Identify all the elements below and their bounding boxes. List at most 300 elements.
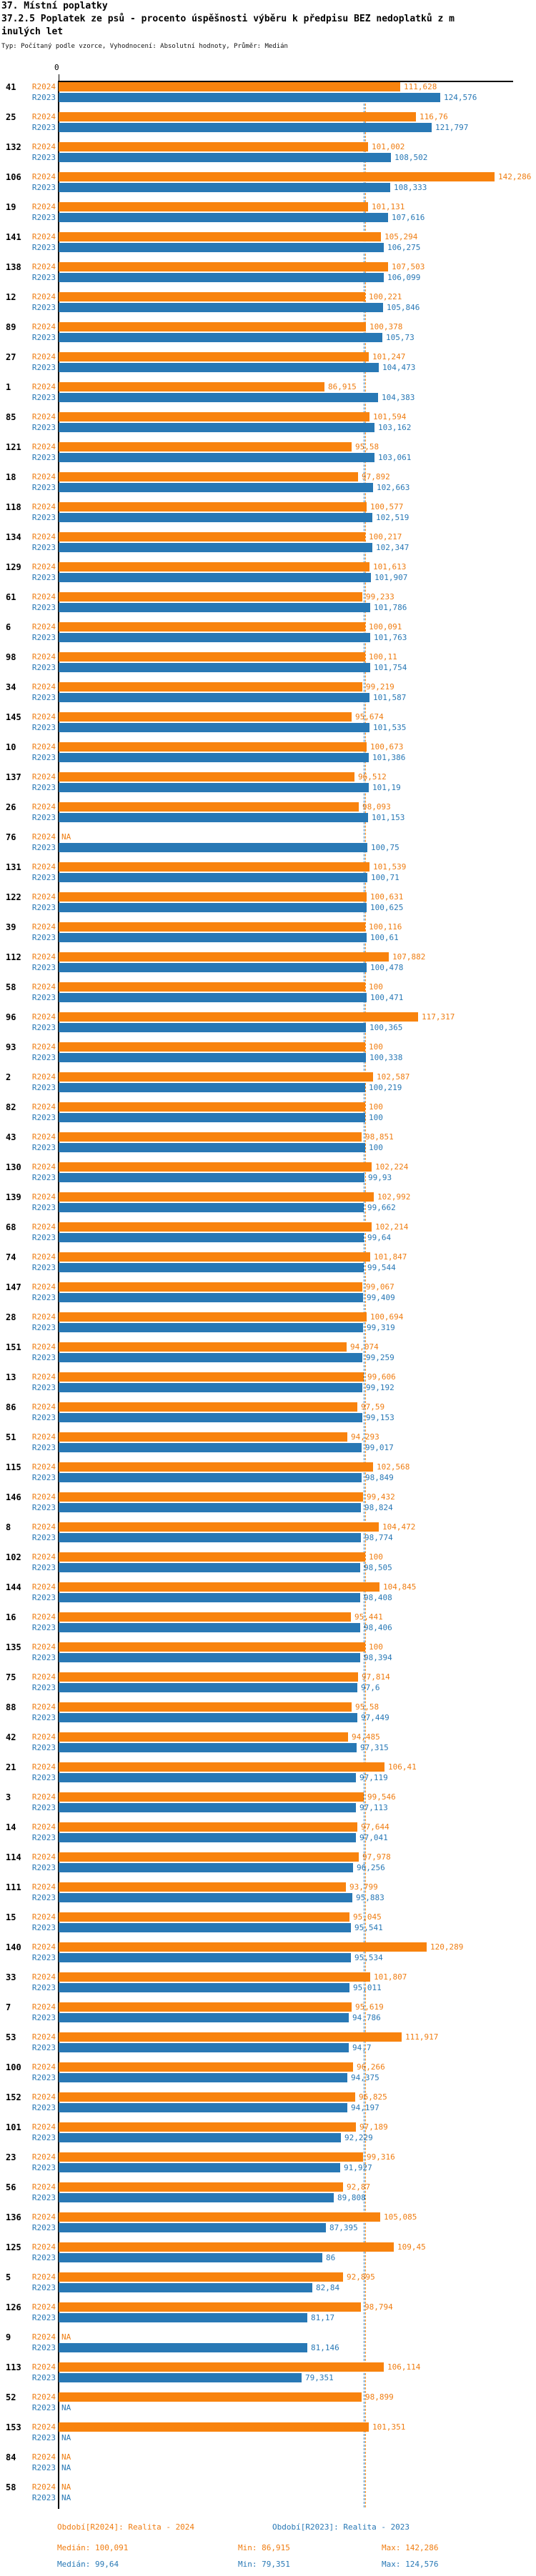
category-label: 5 <box>6 2272 11 2282</box>
series-label-r2023: R2023 <box>31 1893 56 1902</box>
series-label-r2024: R2024 <box>31 1582 56 1592</box>
series-label-r2023: R2023 <box>31 2313 56 2322</box>
value-label-r2024: 95,58 <box>355 442 379 451</box>
value-label-r2024: 92,87 <box>347 2182 371 2192</box>
category-label: 18 <box>6 472 16 482</box>
bar-r2024 <box>59 1672 358 1682</box>
value-label-r2023: 99,662 <box>367 1203 396 1212</box>
value-label-r2024: 100,091 <box>369 622 402 631</box>
bar-r2023 <box>59 1863 353 1872</box>
series-label-r2024: R2024 <box>31 772 56 782</box>
category-label: 39 <box>6 922 16 932</box>
value-label-r2023: 100,338 <box>369 1053 403 1062</box>
value-label-r2023: 101,587 <box>373 693 407 702</box>
value-label-r2023: 106,275 <box>387 243 421 252</box>
x-axis-zero-label: 0 <box>54 63 59 72</box>
bar-r2023 <box>59 333 382 342</box>
series-label-r2024: R2024 <box>31 2332 56 2342</box>
series-label-r2024: R2024 <box>31 1822 56 1832</box>
value-label-r2024: 94,485 <box>352 1732 380 1742</box>
series-label-r2023: R2023 <box>31 2463 56 2472</box>
series-label-r2023: R2023 <box>31 2253 56 2262</box>
value-label-r2024: 100 <box>369 1552 383 1562</box>
value-label-r2024: NA <box>61 2452 71 2462</box>
category-label: 6 <box>6 622 11 632</box>
value-label-r2024: 105,294 <box>384 232 418 241</box>
value-label-r2024: 111,628 <box>404 82 437 91</box>
category-label: 88 <box>6 1702 16 1712</box>
value-label-r2023: NA <box>61 2433 71 2442</box>
bar-r2023 <box>59 1443 362 1452</box>
bar-r2024 <box>59 2362 384 2372</box>
category-label: 43 <box>6 1132 16 1142</box>
value-label-r2023: 104,383 <box>382 393 415 402</box>
bar-r2024 <box>59 1162 372 1172</box>
value-label-r2023: 97,041 <box>359 1833 388 1842</box>
value-label-r2023: 95,534 <box>354 1953 383 1962</box>
series-label-r2023: R2023 <box>31 1953 56 1962</box>
bar-r2023 <box>59 183 390 192</box>
bar-r2024 <box>59 2272 343 2282</box>
series-label-r2024: R2024 <box>31 562 56 571</box>
series-label-r2023: R2023 <box>31 1053 56 1062</box>
bar-r2023 <box>59 1413 362 1422</box>
value-label-r2024: 101,539 <box>373 862 407 872</box>
value-label-r2023: 89,808 <box>337 2193 366 2202</box>
value-label-r2024: 95,619 <box>355 2002 384 2012</box>
series-label-r2023: R2023 <box>31 423 56 432</box>
series-label-r2023: R2023 <box>31 93 56 102</box>
series-label-r2024: R2024 <box>31 622 56 631</box>
category-label: 135 <box>6 1642 21 1652</box>
series-label-r2023: R2023 <box>31 633 56 642</box>
value-label-r2023: 99,259 <box>366 1353 394 1362</box>
value-label-r2024: 101,594 <box>373 412 407 421</box>
series-label-r2023: R2023 <box>31 1203 56 1212</box>
category-label: 1 <box>6 382 11 392</box>
bar-r2023 <box>59 813 368 822</box>
category-label: 58 <box>6 2482 16 2492</box>
series-label-r2023: R2023 <box>31 813 56 822</box>
bar-r2024 <box>59 862 369 872</box>
value-label-r2024: 98,794 <box>364 2302 393 2312</box>
series-label-r2023: R2023 <box>31 1503 56 1512</box>
bar-r2024 <box>59 1732 348 1742</box>
value-label-r2023: 92,229 <box>344 2133 373 2142</box>
bar-r2023 <box>59 123 432 132</box>
value-label-r2023: 79,351 <box>305 2373 334 2382</box>
min-r2024-label: Min: 86,915 <box>238 2543 290 2552</box>
bar-r2023 <box>59 1233 364 1242</box>
series-label-r2024: R2024 <box>31 2212 56 2222</box>
max-r2023-label: Max: 124,576 <box>382 2560 439 2569</box>
series-label-r2023: R2023 <box>31 1113 56 1122</box>
value-label-r2023: NA <box>61 2463 71 2472</box>
value-label-r2024: 105,085 <box>384 2212 417 2222</box>
category-label: 58 <box>6 982 16 992</box>
value-label-r2023: 100,219 <box>369 1083 402 1092</box>
bar-r2024 <box>59 1942 427 1952</box>
value-label-r2023: 94,375 <box>351 2073 379 2082</box>
value-label-r2024: 107,882 <box>392 952 426 962</box>
series-label-r2024: R2024 <box>31 1762 56 1772</box>
bar-r2023 <box>59 753 369 762</box>
series-label-r2024: R2024 <box>31 2002 56 2012</box>
bar-r2024 <box>59 2062 353 2072</box>
value-label-r2024: 95,045 <box>353 1912 382 1922</box>
value-label-r2024: 93,799 <box>349 1882 378 1892</box>
bar-r2023 <box>59 633 370 642</box>
bar-r2023 <box>59 2373 302 2382</box>
category-label: 130 <box>6 1162 21 1172</box>
series-label-r2024: R2024 <box>31 232 56 241</box>
category-label: 115 <box>6 1462 21 1472</box>
value-label-r2023: 81,146 <box>311 2343 339 2352</box>
bar-r2024 <box>59 1612 351 1622</box>
series-label-r2024: R2024 <box>31 1462 56 1472</box>
series-label-r2024: R2024 <box>31 652 56 662</box>
bar-r2024 <box>59 442 352 451</box>
category-label: 68 <box>6 1222 16 1232</box>
value-label-r2023: 104,473 <box>382 363 416 372</box>
bar-r2024 <box>59 562 369 571</box>
bar-r2023 <box>59 423 374 432</box>
value-label-r2023: 99,544 <box>367 1263 396 1272</box>
bar-r2024 <box>59 1582 379 1592</box>
bar-r2023 <box>59 1023 366 1032</box>
series-label-r2023: R2023 <box>31 903 56 912</box>
series-label-r2024: R2024 <box>31 2272 56 2282</box>
category-label: 101 <box>6 2122 21 2132</box>
bar-r2024 <box>59 1312 367 1322</box>
bar-r2024 <box>59 232 381 241</box>
series-label-r2023: R2023 <box>31 1173 56 1182</box>
bar-r2024 <box>59 1822 357 1832</box>
series-label-r2024: R2024 <box>31 982 56 992</box>
value-label-r2024: 104,472 <box>382 1522 416 1532</box>
value-label-r2024: 102,587 <box>377 1072 410 1082</box>
value-label-r2023: 82,84 <box>316 2283 340 2292</box>
series-label-r2024: R2024 <box>31 1852 56 1862</box>
series-label-r2023: R2023 <box>31 483 56 492</box>
bar-r2024 <box>59 172 495 181</box>
category-label: 76 <box>6 832 16 842</box>
series-label-r2024: R2024 <box>31 112 56 121</box>
category-label: 140 <box>6 1942 21 1952</box>
series-label-r2024: R2024 <box>31 802 56 812</box>
bar-r2023 <box>59 2343 307 2352</box>
series-label-r2024: R2024 <box>31 1252 56 1262</box>
bar-r2023 <box>59 1803 356 1812</box>
value-label-r2023: 98,505 <box>364 1563 392 1572</box>
series-label-r2023: R2023 <box>31 2373 56 2382</box>
series-label-r2023: R2023 <box>31 663 56 672</box>
value-label-r2023: 101,763 <box>374 633 407 642</box>
series-label-r2024: R2024 <box>31 2242 56 2252</box>
value-label-r2024: 99,316 <box>367 2152 395 2162</box>
value-label-r2023: 101,153 <box>372 813 405 822</box>
bar-r2024 <box>59 1522 379 1532</box>
series-label-r2023: R2023 <box>31 1713 56 1722</box>
category-label: 15 <box>6 1912 16 1922</box>
series-label-r2024: R2024 <box>31 2092 56 2102</box>
category-label: 89 <box>6 322 16 332</box>
value-label-r2023: 95,011 <box>353 1983 382 1992</box>
bar-r2024 <box>59 922 365 932</box>
category-label: 25 <box>6 112 16 122</box>
bar-r2024 <box>59 1762 384 1772</box>
value-label-r2024: NA <box>61 2332 71 2342</box>
category-label: 42 <box>6 1732 16 1742</box>
value-label-r2023: 102,663 <box>377 483 410 492</box>
series-label-r2023: R2023 <box>31 1023 56 1032</box>
series-label-r2024: R2024 <box>31 2392 56 2402</box>
bar-r2023 <box>59 693 369 702</box>
category-label: 23 <box>6 2152 16 2162</box>
bar-r2024 <box>59 2002 352 2012</box>
series-label-r2024: R2024 <box>31 1492 56 1502</box>
series-label-r2023: R2023 <box>31 723 56 732</box>
value-label-r2023: 101,754 <box>374 663 407 672</box>
bar-r2023 <box>59 1833 356 1842</box>
series-label-r2023: R2023 <box>31 1413 56 1422</box>
bar-r2024 <box>59 1462 373 1472</box>
bar-r2024 <box>59 2182 343 2192</box>
series-label-r2023: R2023 <box>31 2163 56 2172</box>
series-label-r2023: R2023 <box>31 1233 56 1242</box>
category-label: 126 <box>6 2302 21 2312</box>
series-label-r2023: R2023 <box>31 963 56 972</box>
bar-r2024 <box>59 532 365 541</box>
value-label-r2023: 121,797 <box>435 123 469 132</box>
series-label-r2024: R2024 <box>31 1522 56 1532</box>
bar-r2023 <box>59 213 388 222</box>
bar-r2024 <box>59 892 367 902</box>
bar-r2023 <box>59 153 391 162</box>
series-label-r2023: R2023 <box>31 873 56 882</box>
series-label-r2024: R2024 <box>31 142 56 151</box>
series-label-r2023: R2023 <box>31 1653 56 1662</box>
value-label-r2024: 96,825 <box>359 2092 387 2102</box>
bar-r2024 <box>59 262 388 271</box>
value-label-r2023: 97,6 <box>361 1683 380 1692</box>
value-label-r2024: 101,847 <box>374 1252 407 1262</box>
category-label: 14 <box>6 1822 16 1832</box>
value-label-r2023: 100,71 <box>371 873 399 882</box>
bar-r2023 <box>59 1563 360 1572</box>
series-label-r2023: R2023 <box>31 543 56 552</box>
value-label-r2023: 100,75 <box>371 843 399 852</box>
value-label-r2023: 124,576 <box>444 93 477 102</box>
series-label-r2023: R2023 <box>31 2283 56 2292</box>
value-label-r2024: 96,512 <box>358 772 387 782</box>
bar-r2024 <box>59 2392 362 2402</box>
series-label-r2023: R2023 <box>31 843 56 852</box>
bar-r2024 <box>59 1192 374 1202</box>
series-label-r2024: R2024 <box>31 1432 56 1442</box>
category-label: 121 <box>6 442 21 452</box>
series-label-r2023: R2023 <box>31 1383 56 1392</box>
series-label-r2024: R2024 <box>31 172 56 181</box>
value-label-r2023: 100,625 <box>370 903 404 912</box>
value-label-r2024: 102,992 <box>377 1192 411 1202</box>
series-label-r2023: R2023 <box>31 333 56 342</box>
value-label-r2023: 99,153 <box>366 1413 394 1422</box>
series-label-r2023: R2023 <box>31 603 56 612</box>
series-label-r2024: R2024 <box>31 1672 56 1682</box>
value-label-r2024: 94,074 <box>350 1342 379 1352</box>
category-label: 106 <box>6 172 21 182</box>
bar-r2024 <box>59 802 359 812</box>
bar-r2023 <box>59 1893 352 1902</box>
value-label-r2024: 111,917 <box>405 2032 439 2042</box>
value-label-r2023: 99,64 <box>367 1233 392 1242</box>
category-label: 21 <box>6 1762 16 1772</box>
category-label: 144 <box>6 1582 21 1592</box>
value-label-r2023: 100,478 <box>370 963 404 972</box>
bar-r2023 <box>59 573 371 582</box>
category-label: 111 <box>6 1882 21 1892</box>
bar-r2023 <box>59 1923 351 1932</box>
bar-r2024 <box>59 1252 370 1262</box>
value-label-r2023: 107,616 <box>392 213 425 222</box>
value-label-r2023: 101,19 <box>372 783 401 792</box>
bar-r2023 <box>59 273 384 282</box>
series-label-r2024: R2024 <box>31 1132 56 1142</box>
category-label: 82 <box>6 1102 16 1112</box>
bar-r2023 <box>59 513 372 522</box>
series-label-r2024: R2024 <box>31 1012 56 1022</box>
series-label-r2024: R2024 <box>31 1042 56 1052</box>
series-label-r2023: R2023 <box>31 123 56 132</box>
series-label-r2024: R2024 <box>31 1102 56 1112</box>
category-label: 138 <box>6 262 21 272</box>
category-label: 86 <box>6 1402 16 1412</box>
value-label-r2023: 97,119 <box>359 1773 388 1782</box>
bar-r2024 <box>59 1282 362 1292</box>
series-label-r2024: R2024 <box>31 1942 56 1952</box>
bar-r2024 <box>59 1222 372 1232</box>
series-label-r2023: R2023 <box>31 2493 56 2502</box>
value-label-r2024: 97,644 <box>361 1822 389 1832</box>
value-label-r2024: 102,224 <box>375 1162 409 1172</box>
series-label-r2024: R2024 <box>31 832 56 842</box>
value-label-r2023: 99,192 <box>366 1383 394 1392</box>
category-label: 74 <box>6 1252 16 1262</box>
bar-r2024 <box>59 952 389 962</box>
value-label-r2023: 108,502 <box>394 153 428 162</box>
category-label: 9 <box>6 2332 11 2342</box>
series-label-r2024: R2024 <box>31 1732 56 1742</box>
series-label-r2024: R2024 <box>31 1072 56 1082</box>
bar-r2023 <box>59 2163 340 2172</box>
bar-r2023 <box>59 993 367 1002</box>
category-label: 75 <box>6 1672 16 1682</box>
value-label-r2024: 92,895 <box>347 2272 375 2282</box>
bar-r2024 <box>59 112 416 121</box>
series-label-r2024: R2024 <box>31 2062 56 2072</box>
value-label-r2024: 120,289 <box>430 1942 464 1952</box>
value-label-r2023: 96,256 <box>357 1863 385 1872</box>
bar-r2023 <box>59 1623 360 1632</box>
bar-r2023 <box>59 723 369 732</box>
series-label-r2023: R2023 <box>31 363 56 372</box>
bar-r2024 <box>59 742 367 752</box>
value-label-r2024: 99,233 <box>366 592 394 601</box>
value-label-r2023: 97,315 <box>360 1743 389 1752</box>
bar-r2023 <box>59 2013 349 2022</box>
series-label-r2023: R2023 <box>31 1983 56 1992</box>
bar-r2024 <box>59 2152 363 2162</box>
series-label-r2024: R2024 <box>31 892 56 902</box>
value-label-r2023: 105,846 <box>387 303 420 312</box>
value-label-r2024: 106,41 <box>388 1762 417 1772</box>
value-label-r2024: 116,76 <box>420 112 448 121</box>
category-label: 93 <box>6 1042 16 1052</box>
bar-r2024 <box>59 592 362 601</box>
series-label-r2023: R2023 <box>31 513 56 522</box>
category-label: 129 <box>6 562 21 572</box>
bar-r2024 <box>59 2032 402 2042</box>
value-label-r2023: 102,347 <box>376 543 410 552</box>
bar-r2023 <box>59 1263 364 1272</box>
series-label-r2023: R2023 <box>31 693 56 702</box>
value-label-r2023: 98,849 <box>365 1473 394 1482</box>
value-label-r2024: 104,845 <box>383 1582 417 1592</box>
category-label: 10 <box>6 742 16 752</box>
bar-r2024 <box>59 1042 365 1052</box>
category-label: 131 <box>6 862 21 872</box>
category-label: 41 <box>6 82 16 92</box>
category-label: 147 <box>6 1282 21 1292</box>
category-label: 113 <box>6 2362 21 2372</box>
series-label-r2023: R2023 <box>31 2433 56 2442</box>
bar-r2023 <box>59 1773 356 1782</box>
value-label-r2023: 98,406 <box>364 1623 392 1632</box>
median-r2023-label: Medián: 99,64 <box>57 2560 119 2569</box>
bar-r2023 <box>59 303 383 312</box>
value-label-r2024: 106,114 <box>387 2362 421 2372</box>
bar-r2023 <box>59 1743 357 1752</box>
value-label-r2023: 95,541 <box>354 1923 383 1932</box>
value-label-r2024: 100,221 <box>369 292 402 301</box>
value-label-r2024: 101,351 <box>372 2422 406 2432</box>
value-label-r2023: 101,386 <box>372 753 406 762</box>
category-label: 34 <box>6 682 16 692</box>
series-label-r2024: R2024 <box>31 1222 56 1232</box>
series-label-r2024: R2024 <box>31 1402 56 1412</box>
series-label-r2023: R2023 <box>31 1743 56 1752</box>
bar-r2023 <box>59 2253 322 2262</box>
bar-r2024 <box>59 2302 361 2312</box>
value-label-r2024: 101,131 <box>372 202 405 211</box>
bar-r2024 <box>59 772 354 782</box>
series-label-r2024: R2024 <box>31 2452 56 2462</box>
category-label: 84 <box>6 2452 16 2462</box>
series-label-r2023: R2023 <box>31 393 56 402</box>
bar-r2023 <box>59 2223 326 2232</box>
series-label-r2024: R2024 <box>31 322 56 331</box>
bar-r2024 <box>59 712 352 722</box>
bar-r2024 <box>59 1552 365 1562</box>
value-label-r2024: 97,189 <box>359 2122 388 2132</box>
series-label-r2023: R2023 <box>31 993 56 1002</box>
value-label-r2023: 86 <box>326 2253 336 2262</box>
bar-r2023 <box>59 1713 357 1722</box>
series-label-r2024: R2024 <box>31 82 56 91</box>
category-label: 102 <box>6 1552 21 1562</box>
bar-r2023 <box>59 843 367 852</box>
